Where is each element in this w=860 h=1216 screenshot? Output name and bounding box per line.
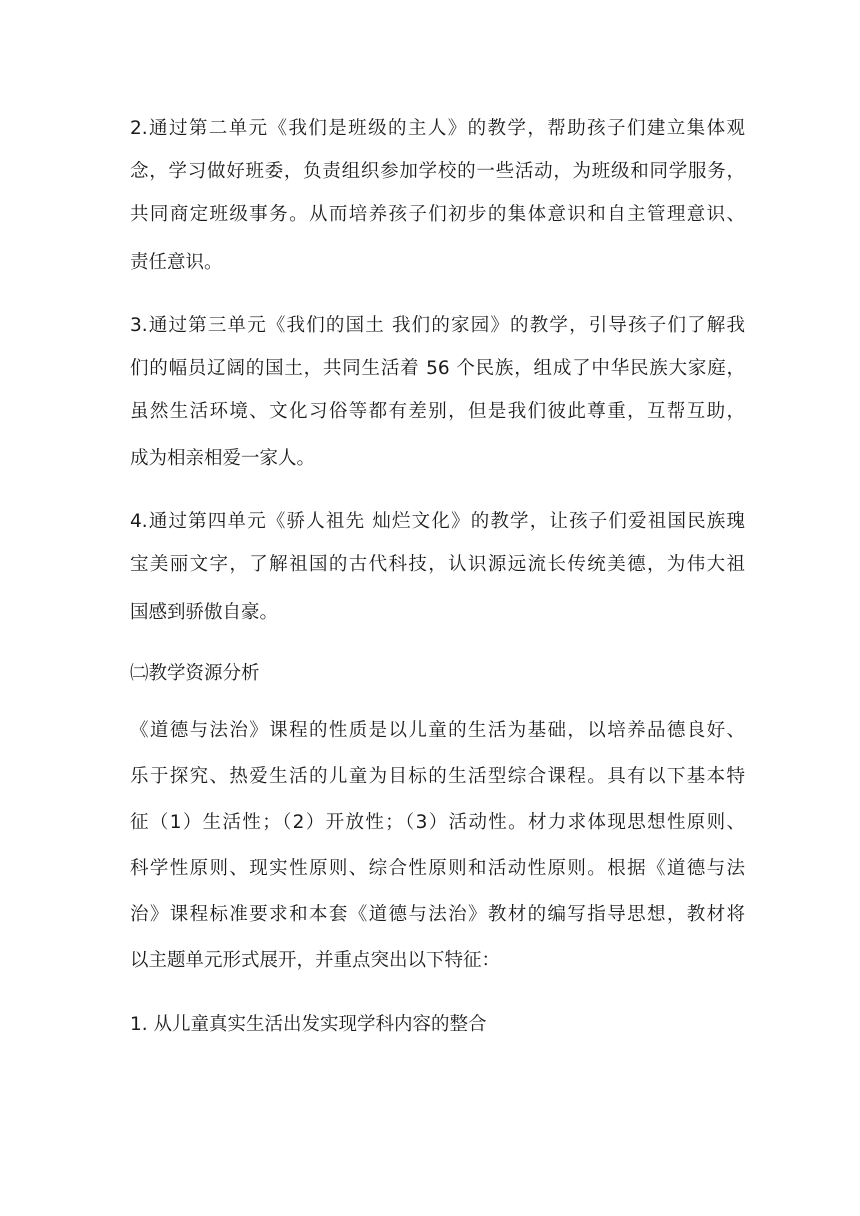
text-line: 念，学习做好班委，负责组织参加学校的一些活动，为班级和同学服务， bbox=[130, 161, 745, 182]
text-line: 们的幅员辽阔的国土，共同生活着 56 个民族，组成了中华民族大家庭， bbox=[130, 358, 745, 379]
text-line: 3.通过第三单元《我们的国土 我们的家园》的教学，引导孩子们了解我 bbox=[130, 315, 745, 336]
text-line: 征（1）生活性；（2）开放性；（3）活动性。材力求体现思想性原则、 bbox=[130, 812, 745, 833]
text-line: 治》课程标准要求和本套《道德与法治》教材的编写指导思想，教材将 bbox=[130, 904, 745, 925]
text-line: 科学性原则、现实性原则、综合性原则和活动性原则。根据《道德与法 bbox=[130, 858, 745, 879]
text-line: 成为相亲相爱一家人。 bbox=[130, 448, 316, 469]
text-line: 虽然生活环境、文化习俗等都有差别，但是我们彼此尊重，互帮互助， bbox=[130, 401, 745, 422]
text-line: 2.通过第二单元《我们是班级的主人》的教学，帮助孩子们建立集体观 bbox=[130, 118, 745, 139]
text-line: 以主题单元形式展开，并重点突出以下特征： bbox=[130, 950, 501, 971]
section-heading: ㈡教学资源分析 bbox=[130, 663, 260, 684]
text-line: 责任意识。 bbox=[130, 252, 223, 273]
text-line: 《道德与法治》课程的性质是以儿童的生活为基础，以培养品德良好、 bbox=[130, 720, 745, 741]
text-line: 4.通过第四单元《骄人祖先 灿烂文化》的教学，让孩子们爱祖国民族瑰 bbox=[130, 511, 745, 532]
text-line: 国感到骄傲自豪。 bbox=[130, 602, 279, 623]
feature-item-1: 1. 从儿童真实生活出发实现学科内容的整合 bbox=[130, 1014, 487, 1035]
text-line: 乐于探究、热爱生活的儿童为目标的生活型综合课程。具有以下基本特 bbox=[130, 766, 745, 787]
text-line: 共同商定班级事务。从而培养孩子们初步的集体意识和自主管理意识、 bbox=[130, 204, 745, 225]
text-line: 宝美丽文字，了解祖国的古代科技，认识源远流长传统美德，为伟大祖 bbox=[130, 554, 745, 575]
